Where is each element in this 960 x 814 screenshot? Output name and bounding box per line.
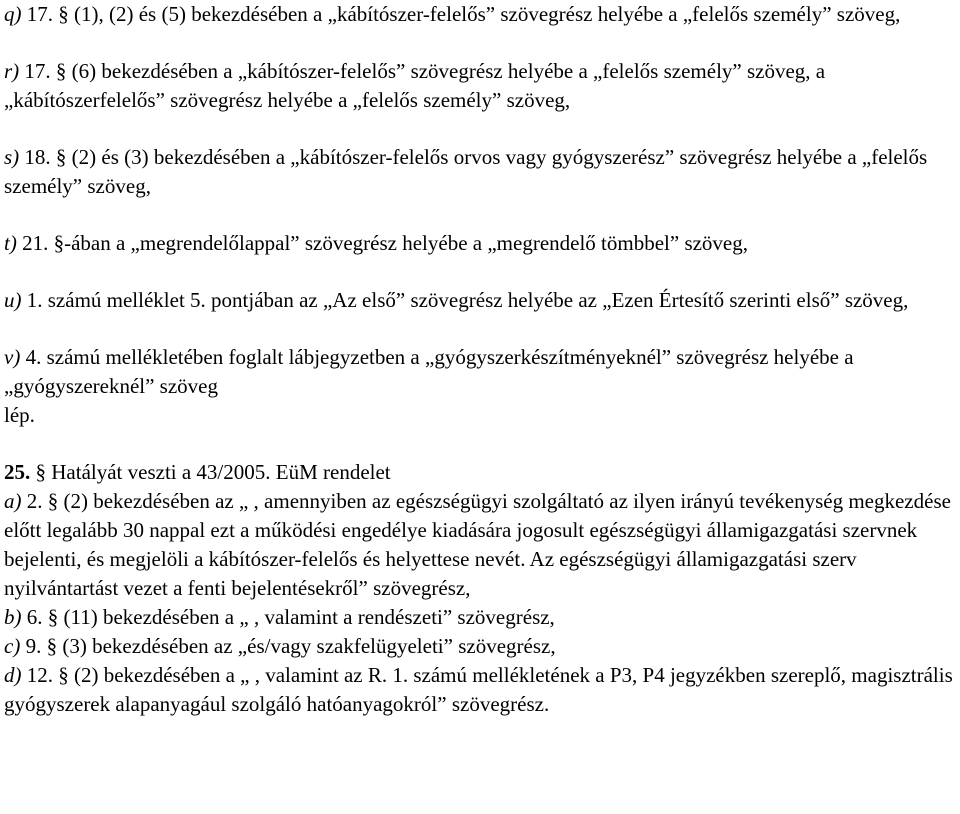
section-ref-number: 9.	[20, 634, 47, 658]
paragraph-r	[4, 57, 954, 115]
paragraph-text: -ában a „megrendelőlappal” szövegrész helyébe a „megrendelő tömbbel” szöveg,	[64, 231, 749, 255]
item-text: (2) bekezdésében az „ , amennyiben az egészségügyi szolgáltató az ilyen irányú tevékenység megkezdése előtt legalább 30 nappal ezt a működési engedélye kiadására jogosult egészségügyi államigazgatási szervnek bejelenti, és megjelöli a kábítószer-felelős és helyettese nevét. Az egészségügyi államigazgatási szerv nyilvántartást vezet a fenti bejelentésekről” szövegrész,	[4, 489, 951, 600]
section-symbol: §	[58, 2, 69, 26]
item-text: (2) bekezdésében a „ , valamint az R. 1. számú mellékletének a P3, P4 jegyzékben szereplő, magisztrális gyógyszerek alapanyagául szolgáló hatóanyagokról” szövegrész.	[4, 663, 953, 716]
section-ref-number: 6.	[21, 605, 48, 629]
paragraph-trailing-line: lép.	[4, 403, 35, 427]
item-marker: d)	[4, 663, 22, 687]
section-ref-number: 17.	[21, 2, 59, 26]
paragraph-t	[4, 229, 954, 258]
item-marker: c)	[4, 634, 21, 658]
section-25-item-a	[4, 487, 954, 603]
paragraph-text: 4. számú mellékletében foglalt lábjegyzetben a „gyógyszerkészítményeknél” szövegrész helyébe a „gyógyszereknél” szöveg	[4, 345, 854, 398]
section-symbol: §	[35, 460, 46, 484]
section-symbol: §	[53, 231, 65, 255]
section-ref-number: 2.	[21, 489, 48, 513]
section-25-item-d	[4, 661, 954, 719]
item-marker: s)	[4, 145, 20, 169]
section-ref-number: 17.	[19, 59, 56, 83]
item-marker: t)	[4, 231, 17, 255]
paragraph-text: (6) bekezdésében a „kábítószer-felelős” szövegrész helyébe a „felelős személy” szöveg, a „kábítószerfelelős” szövegrész helyébe a „felelős személy” szöveg,	[4, 59, 826, 112]
item-marker: a)	[4, 489, 22, 513]
section-symbol: §	[47, 489, 59, 513]
document-body	[4, 0, 954, 719]
section-heading-text: Hatályát veszti a 43/2005. EüM rendelet	[46, 460, 391, 484]
section-symbol: §	[47, 605, 59, 629]
paragraph-text: 1. számú melléklet 5. pontjában az „Az első” szövegrész helyébe az „Ezen Értesítő szerinti első” szöveg,	[21, 288, 909, 312]
section-25-heading	[4, 458, 954, 487]
section-25-item-c	[4, 632, 954, 661]
item-text: (3) bekezdésében az „és/vagy szakfelügyeleti” szövegrész,	[57, 634, 556, 658]
item-marker: q)	[4, 2, 22, 26]
paragraph-v	[4, 343, 954, 430]
section-25-item-b	[4, 603, 954, 632]
paragraph-q	[4, 0, 954, 29]
section-symbol: §	[55, 59, 67, 83]
section-number: 25.	[4, 460, 31, 484]
paragraph-text: (1), (2) és (5) bekezdésében a „kábítószer-felelős” szövegrész helyébe a „felelős személy” szöveg,	[68, 2, 901, 26]
item-text: (11) bekezdésében a „ , valamint a rendészeti” szövegrész,	[58, 605, 555, 629]
section-ref-number: 18.	[19, 145, 56, 169]
section-ref-number: 21.	[16, 231, 54, 255]
section-ref-number: 12.	[21, 663, 59, 687]
item-marker: u)	[4, 288, 22, 312]
item-marker: b)	[4, 605, 22, 629]
item-marker: v)	[4, 345, 21, 369]
item-marker: r)	[4, 59, 20, 83]
paragraph-u	[4, 286, 954, 315]
paragraph-s	[4, 143, 954, 201]
section-symbol: §	[46, 634, 58, 658]
section-symbol: §	[55, 145, 67, 169]
paragraph-text: (2) és (3) bekezdésében a „kábítószer-felelős orvos vagy gyógyszerész” szövegrész helyébe a „felelős személy” szöveg,	[4, 145, 928, 198]
section-symbol: §	[58, 663, 69, 687]
